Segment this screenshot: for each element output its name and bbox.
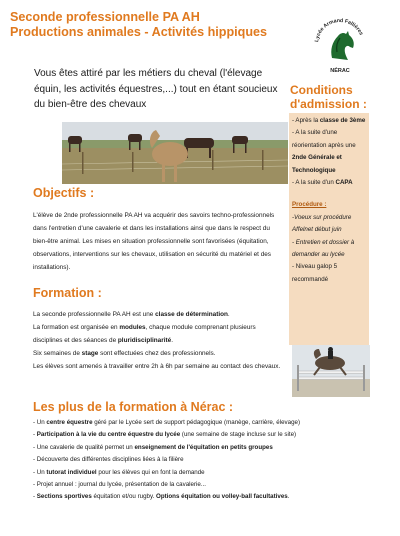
- formation-p3-post: sont effectuées chez des professionnels.: [98, 350, 216, 357]
- condition-text: - A la suite d'un: [292, 179, 336, 187]
- item-bold: tutorat individuel: [46, 468, 97, 476]
- condition-text: - A la suite d'une réorientation après une: [292, 129, 356, 149]
- title-line-1: Seconde professionnelle PA AH: [10, 10, 200, 24]
- intro-text: Vous êtes attiré par les métiers du cheval (l'élevage équin, les activités équestres,...) tout en étant soucieux du bien-être des chevaux: [34, 68, 278, 110]
- item-text: .: [287, 493, 290, 501]
- list-item: [33, 479, 383, 491]
- formation-p1-bold: classe de détermination: [155, 311, 228, 318]
- plus-heading: Les plus de la formation à Nérac :: [33, 400, 234, 414]
- formation-p3-bold: stage: [81, 350, 99, 357]
- conditions-box: [289, 113, 369, 345]
- item-bold: centre équestre: [46, 419, 93, 426]
- item-text: (une semaine de stage incluse sur le site): [180, 431, 297, 439]
- logo-bottom-text: NÉRAC: [330, 68, 350, 74]
- conditions-heading-line-1: Conditions: [290, 83, 353, 97]
- procedure-text: - Entretien et dossier à demander au lycée: [292, 238, 355, 259]
- item-text: pour les élèves qui en font la demande: [96, 468, 205, 476]
- procedure-item: [292, 237, 366, 262]
- procedure-item: - Niveau galop 5 recommandé: [292, 263, 338, 283]
- procedure-item: [292, 212, 366, 237]
- procedure-label: Procédure :: [292, 201, 327, 209]
- formation-para-1: [33, 308, 283, 321]
- item-text: - Un: [33, 468, 47, 476]
- formation-p1-post: .: [227, 311, 230, 318]
- condition-text: - Après la: [292, 117, 320, 124]
- formation-p2-post: .: [171, 337, 173, 344]
- list-item: [33, 442, 383, 454]
- list-item: [33, 467, 383, 479]
- formation-para-3: [33, 347, 283, 360]
- formation-p2-bold1: modules: [119, 324, 146, 331]
- page-title: [10, 10, 300, 40]
- procedure-text: -Voeux sur procédure Affelnet début juin: [292, 213, 352, 234]
- condition-item: [292, 115, 366, 127]
- condition-bold: classe de 3ème: [319, 117, 366, 124]
- list-item: [33, 454, 383, 466]
- horses-field-photo: [62, 122, 288, 184]
- conditions-heading: [290, 83, 376, 111]
- formation-p2-mid: , chaque module comprenant plusieurs disciplines et des séances de: [33, 324, 256, 344]
- item-text: - Projet annuel : journal du lycée, présentation de la cavalerie...: [33, 481, 207, 489]
- item-text: -: [33, 431, 37, 439]
- list-item: [33, 491, 383, 503]
- objectifs-text: L'élève de 2nde professionnelle PA AH va acquérir des savoirs techno-professionnels dans l'entretien d'une cavalerie et dans les installations ainsi que dans le respect du bien-être animal. Les mises en situation professionnelle sont favorisées (équitation, observations, interventions sur les chevaux, utilisation en sécurité du matériel et des installations).: [33, 212, 275, 271]
- item-text: -: [33, 493, 37, 501]
- formation-heading: Formation :: [33, 286, 102, 300]
- logo-arc-text: Lycée Armand Fallières: [314, 17, 364, 43]
- item-text: géré par le Lycée sert de support pédagogique (manège, carrière, élevage): [92, 419, 301, 426]
- formation-p1-pre: La seconde professionnelle PA AH est une: [33, 311, 156, 318]
- formation-p2-bold2: pluridisciplinarité: [117, 337, 172, 344]
- plus-list: [33, 417, 383, 504]
- objectifs-heading: Objectifs :: [33, 186, 95, 200]
- item-bold: enseignement de l'équitation en petits groupes: [134, 443, 273, 451]
- formation-text: [33, 308, 283, 373]
- horse-logo-icon: [310, 14, 370, 76]
- condition-bold: CAPA: [335, 179, 353, 187]
- item-text: - Découverte des différentes disciplines liées à la filière: [33, 456, 184, 464]
- item-text: équitation et/ou rugby.: [91, 493, 157, 501]
- item-bold: Sections sportives: [36, 493, 92, 501]
- item-text: - Un: [33, 419, 47, 426]
- school-logo: [310, 14, 370, 76]
- formation-para-4: Les élèves sont amenés à travailler entre 2h à 6h par semaine au contact des chevaux.: [33, 363, 281, 370]
- condition-item: [292, 177, 366, 189]
- item-text: - Une cavalerie de qualité permet un: [33, 443, 135, 451]
- list-item: [33, 417, 383, 429]
- show-jumping-photo: [292, 345, 370, 397]
- conditions-heading-line-2: d'admission :: [290, 97, 367, 111]
- list-item: [33, 429, 383, 441]
- formation-p2-pre: La formation est organisée en: [33, 324, 120, 331]
- item-bold: Options équitation ou volley-ball facultatives: [156, 493, 288, 501]
- formation-para-2: [33, 321, 283, 347]
- item-bold: Participation à la vie du centre équestre du lycée: [36, 431, 181, 439]
- title-line-2: Productions animales - Activités hippiques: [10, 25, 268, 39]
- formation-p3-pre: Six semaines de: [33, 350, 82, 357]
- condition-item: [292, 127, 366, 177]
- condition-bold: 2nde Générale et Technologique: [292, 154, 342, 174]
